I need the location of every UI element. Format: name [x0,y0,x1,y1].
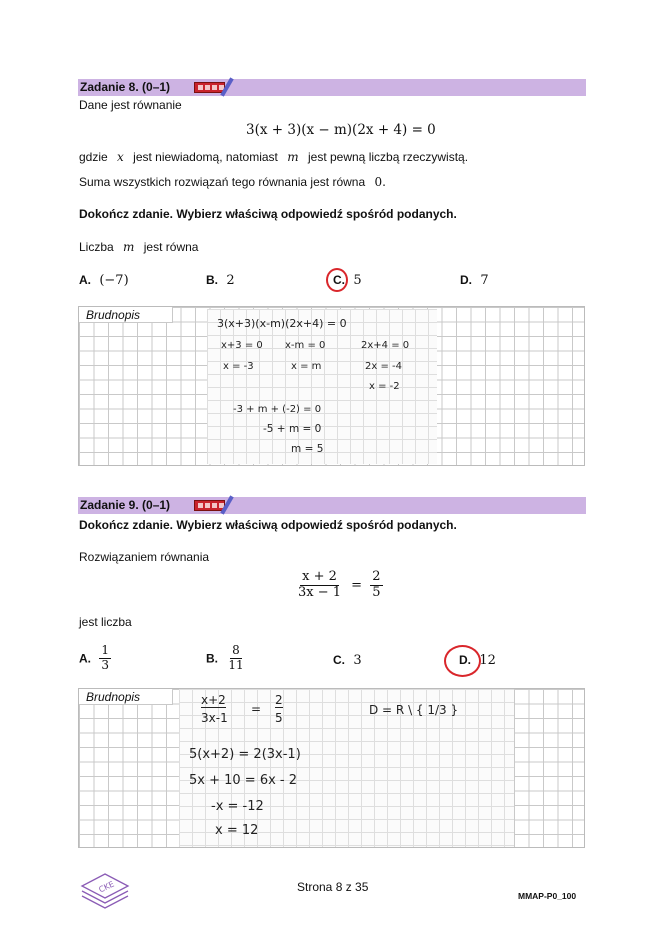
hw-line: x-m = 0 [285,340,326,351]
hw-line: 5(x+2) = 2(3x-1) [189,747,301,762]
option-value: (−7) [99,273,129,288]
option-value: 7 [480,273,489,288]
scratch-label: Brudnopis [79,689,173,705]
hw-line: -x = -12 [211,799,264,814]
task8-equation: 3(x + 3)(x − m)(2x + 4) = 0 [246,122,436,138]
task8-intro: Dane jest równanie [79,98,182,112]
option-letter: C. [333,653,345,667]
task9-intro: Rozwiązaniem równania [79,550,210,564]
eq-numerator: x + 2 [302,569,337,584]
task9-option-c[interactable] [333,653,362,668]
eq-denominator: 3x − 1 [298,584,342,600]
hw-line: 3(x+3)(x-m)(2x+4) = 0 [217,317,347,330]
document-code: MMAP-P0_100 [518,891,577,901]
hw-line: x = m [291,361,322,372]
option-letter: A. [79,273,91,287]
question-var: m [123,240,135,254]
answer-circle [444,645,481,677]
hw-line: x = -3 [223,361,254,372]
task8-sum [79,175,386,189]
answer-circle [326,268,348,292]
option-value: 12 [479,653,496,668]
task9-option-b[interactable] [206,644,246,673]
hw-line: 2 [275,693,283,707]
task9-instruction: Dokończ zdanie. Wybierz właściwą odpowiedź spośród podanych. [79,518,457,532]
task9-option-a[interactable] [79,644,111,673]
question-pre: Liczba [79,240,114,254]
task8-scratch-area [78,306,585,466]
task8-description [79,150,468,164]
sum-value: 0. [374,175,386,189]
skill-icon [194,82,225,93]
hw-line: 2x+4 = 0 [361,340,410,351]
desc-var-m: m [287,150,299,164]
hw-line: x = 12 [215,823,259,838]
task8-option-b[interactable] [206,273,235,288]
hw-line: = [251,702,262,716]
task9-after: jest liczba [79,615,132,629]
sum-text: Suma wszystkich rozwiązań tego równania jest równa [79,175,366,189]
option-letter: D. [459,653,471,667]
hw-line: 2x = -4 [365,361,402,372]
option-value: 3 [353,653,362,668]
hw-line: m = 5 [291,443,324,455]
hw-line: x+2 [201,693,226,707]
hw-line: 3x-1 [201,711,228,725]
task8-option-d[interactable] [460,273,489,288]
desc-var-x: x [117,150,124,164]
question-post: jest równa [143,240,199,254]
task8-header [78,79,586,96]
task8-question [79,240,198,254]
option-letter: A. [79,651,91,666]
desc-post: jest pewną liczbą rzeczywistą. [307,150,469,164]
hw-line: -3 + m + (-2) = 0 [233,404,322,415]
hw-line: -5 + m = 0 [263,423,322,435]
task9-header [78,497,586,514]
option-numerator: 8 [232,643,240,657]
task9-equation: $\frac{x + 2}{3x - 1}$ = $\frac{2}{5}$ [298,569,381,600]
task9-title: Zadanie 9. (0–1) [80,498,171,512]
option-value: 5 [353,273,362,288]
option-letter: B. [206,651,218,666]
task8-option-a[interactable] [79,273,129,288]
handwritten-solution [207,309,437,464]
handwritten-solution [179,689,514,847]
option-letter: D. [460,273,472,287]
eq-rhs-denominator: 5 [372,584,381,600]
task8-instruction: Dokończ zdanie. Wybierz właściwą odpowiedź spośród podanych. [79,207,457,221]
task8-title: Zadanie 8. (0–1) [80,80,171,94]
hw-line: x+3 = 0 [221,340,263,351]
option-denominator: 3 [101,657,109,672]
option-letter: C. [333,273,345,287]
hw-line: 5 [275,711,283,725]
option-value: 2 [226,273,235,288]
desc-pre: gdzie [79,150,108,164]
task9-scratch-area [78,688,585,848]
skill-icon [194,500,225,511]
option-letter: B. [206,273,218,287]
logo-text: CKE [97,879,116,895]
desc-mid: jest niewiadomą, natomiast [133,150,278,164]
eq-rhs-numerator: 2 [372,569,381,584]
option-denominator: 11 [228,657,244,672]
option-numerator: 1 [101,643,109,657]
scratch-label: Brudnopis [79,307,173,323]
hw-line: x = -2 [369,381,400,392]
page-number: Strona 8 z 35 [297,880,369,894]
hw-line: 5x + 10 = 6x - 2 [189,773,298,788]
cke-logo-icon [78,870,132,910]
hw-line: D = R \ { 1/3 } [369,703,459,717]
